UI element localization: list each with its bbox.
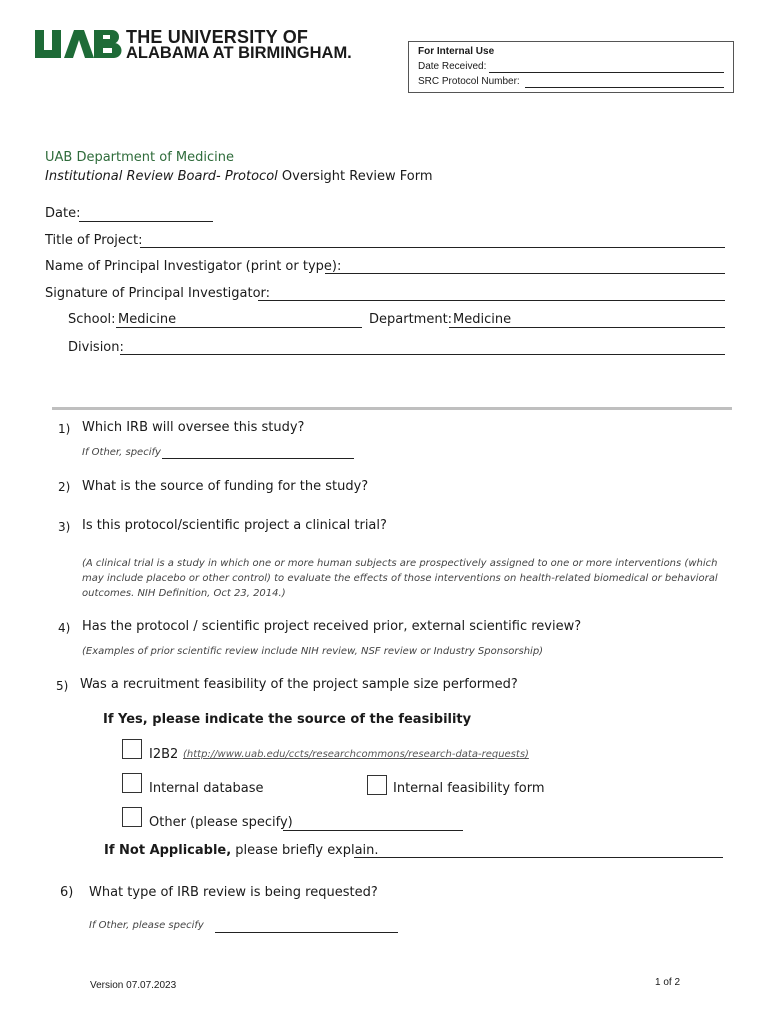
project-title-field[interactable] [140, 247, 725, 248]
school-label: School: [68, 312, 116, 327]
division-field[interactable] [120, 354, 725, 355]
page-number: 1 of 2 [655, 977, 681, 988]
department-label: Department: [369, 312, 453, 327]
q5-if-not-bold: If Not Applicable, [104, 843, 232, 858]
internal-feasibility-checkbox[interactable] [367, 775, 387, 795]
date-received-field[interactable] [489, 72, 724, 73]
pi-name-label: Name of Principal Investigator (print or type): [45, 259, 342, 274]
other-label: Other (please specify) [149, 815, 293, 830]
q6-note: If Other, please specify [89, 920, 204, 931]
date-received-label: Date Received: [418, 61, 487, 72]
q1-number: 1) [58, 422, 71, 436]
pi-signature-field[interactable] [258, 300, 725, 301]
q1-note: If Other, specify [82, 447, 161, 458]
q5-if-yes: If Yes, please indicate the source of the feasibility [103, 712, 472, 727]
i2b2-checkbox[interactable] [122, 739, 142, 759]
other-specify-field[interactable] [283, 830, 463, 831]
internal-database-checkbox[interactable] [122, 773, 142, 793]
q5-number: 5) [56, 679, 69, 693]
q6-other-field[interactable] [215, 932, 398, 933]
pi-signature-label: Signature of Principal Investigator: [45, 286, 271, 301]
university-name-line1: THE UNIVERSITY OF [126, 27, 309, 47]
internal-use-title: For Internal Use [418, 46, 495, 57]
q4-text: Has the protocol / scientific project received prior, external scientific review? [82, 619, 582, 634]
form-subtitle-rest: Oversight Review Form [277, 169, 433, 184]
q4-note: (Examples of prior scientific review include NIH review, NSF review or Industry Sponsorship) [82, 646, 544, 657]
i2b2-label: I2B2 [149, 747, 179, 762]
project-title-label: Title of Project: [45, 233, 143, 248]
src-protocol-label: SRC Protocol Number: [418, 76, 520, 87]
department-heading: UAB Department of Medicine [45, 150, 234, 165]
q3-number: 3) [58, 520, 71, 534]
department-field[interactable] [449, 327, 725, 328]
other-checkbox[interactable] [122, 807, 142, 827]
school-field[interactable] [116, 327, 362, 328]
q5-text: Was a recruitment feasibility of the project sample size performed? [80, 677, 518, 692]
i2b2-link[interactable] [183, 749, 529, 760]
department-value: Medicine [453, 312, 512, 327]
q1-other-field[interactable] [162, 458, 354, 459]
form-subtitle-italic: Institutional Review Board- Protocol [45, 169, 278, 184]
university-name-line2: ALABAMA AT BIRMINGHAM. [126, 44, 352, 62]
q2-text: What is the source of funding for the study? [82, 479, 369, 494]
q6-number: 6) [60, 885, 74, 900]
form-subtitle [45, 169, 433, 184]
q5-if-not-rest: please briefly explain. [231, 843, 379, 858]
q3-note: (A clinical trial is a study in which one or more human subjects are prospectively assigned to one or more interventions (which may include placebo or other control) to evaluate the effects of those interventions on health-related biomedical or behavioral outcomes. NIH Definition, Oct 23, 2014.) [82, 558, 718, 599]
internal-use-box [408, 41, 734, 93]
section-divider [52, 407, 732, 410]
q5-if-not [104, 843, 379, 858]
not-applicable-explain-field[interactable] [354, 857, 723, 858]
i2b2-link-text[interactable]: (http://www.uab.edu/ccts/researchcommons/research-data-requests) [183, 749, 529, 760]
pi-name-field[interactable] [325, 273, 725, 274]
internal-database-label: Internal database [149, 781, 264, 796]
division-label: Division: [68, 340, 124, 355]
internal-feasibility-label: Internal feasibility form [393, 781, 545, 796]
src-protocol-field[interactable] [525, 87, 724, 88]
uab-logo [34, 28, 122, 60]
q4-number: 4) [58, 621, 71, 635]
q3-text: Is this protocol/scientific project a clinical trial? [82, 518, 387, 533]
school-value: Medicine [118, 312, 177, 327]
date-field[interactable] [79, 221, 213, 222]
version-label: Version 07.07.2023 [90, 980, 177, 991]
q2-number: 2) [58, 480, 71, 494]
q6-text: What type of IRB review is being requested? [89, 885, 378, 900]
date-label: Date: [45, 206, 81, 221]
q1-text: Which IRB will oversee this study? [82, 420, 305, 435]
